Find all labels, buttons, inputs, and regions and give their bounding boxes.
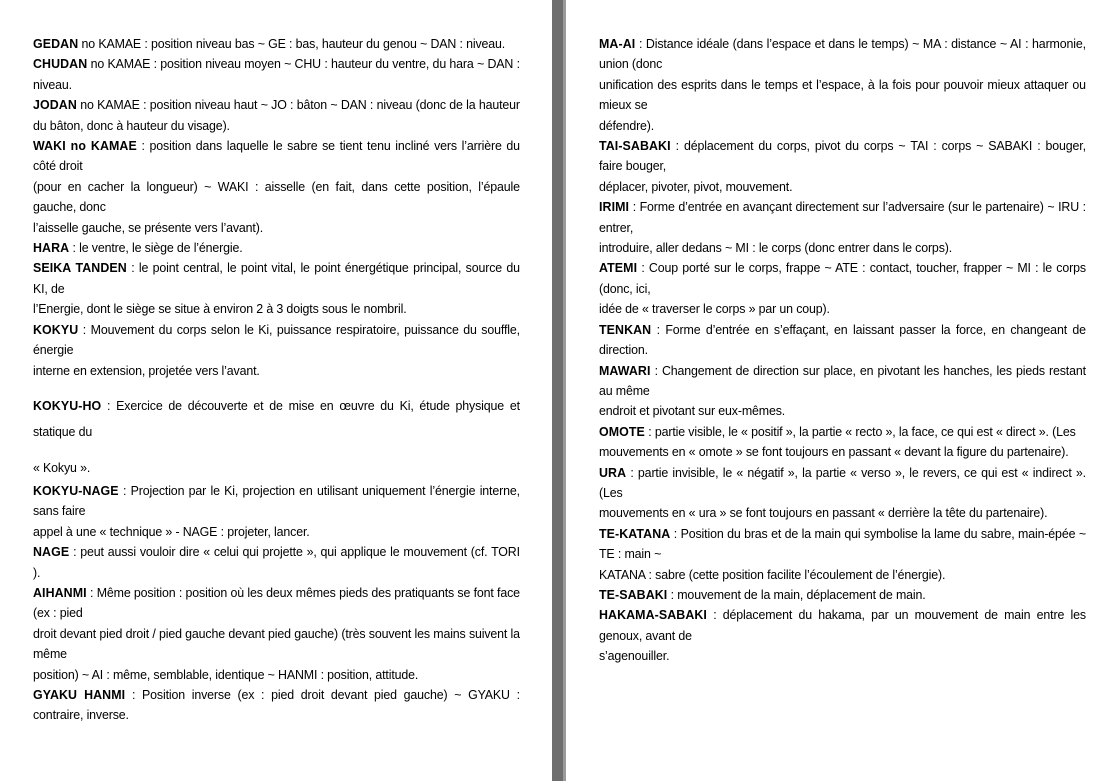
entry-text: interne en extension, projetée vers l’avant. [33,362,260,378]
entry-text: : partie invisible, le « négatif », la partie « verso », le revers, ce qui est « indirect ». (Les [599,464,1086,500]
entry-term: AIHANMI [33,584,87,600]
entry-term: CHUDAN [33,56,88,72]
glossary-entry-ura [599,463,1086,524]
entry-text: : Forme d’entrée en s’effaçant, en laissant passer la force, en changeant de direction. [599,321,1086,358]
glossary-entry-tai-sabaki [599,136,1086,197]
entry-term: KOKYU-HO [33,397,102,413]
glossary-entry-te-katana [599,524,1086,585]
entry-term: TE-KATANA [599,525,671,541]
glossary-entry-mawari [599,361,1086,422]
entry-text: l’Energie, dont le siège se situe à environ 2 à 3 doigts sous le nombril. [33,301,407,317]
glossary-entry-chudan [33,54,520,95]
entry-text: droit devant pied droit / pied gauche devant pied gauche) (très souvent les mains suivent la même [33,625,520,662]
entry-text: : Distance idéale (dans l’espace et dans le temps) ~ MA : distance ~ AI : harmonie, union (donc [599,36,1086,72]
entry-term: ATEMI [599,260,638,276]
entry-text: « Kokyu ». [33,459,91,475]
entry-text: déplacer, pivoter, pivot, mouvement. [599,178,793,194]
entry-text: unification des esprits dans le temps et l’espace, à la fois pour pouvoir mieux attaquer ou mieux se [599,76,1086,113]
entry-term: TE-SABAKI [599,586,668,602]
entry-text: : Coup porté sur le corps, frappe ~ ATE : contact, toucher, frapper ~ MI : le corps (donc, ici, [599,260,1086,296]
entry-term: TAI-SABAKI [599,138,671,154]
entry-text: idée de « traverser le corps » par un coup). [599,301,830,317]
entry-text: : Changement de direction sur place, en pivotant les hanches, les pieds restant au même [599,362,1086,398]
entry-text: position) ~ AI : même, semblable, identique ~ HANMI : position, attitude. [33,666,419,682]
entry-text: mouvements en « omote » se font toujours en passant « devant la figure du partenaire). [599,444,1069,460]
entry-text: no KAMAE : position niveau haut ~ JO : bâton ~ DAN : niveau (donc de la hauteur du bâton, donc à hauteur du visage). [33,97,520,133]
entry-term: URA [599,464,627,480]
entry-text: : partie visible, le « positif », la partie « recto », la face, ce qui est « direct ». (Les [644,423,1076,439]
glossary-entry-omote [599,422,1086,463]
entry-text: : Mouvement du corps selon le Ki, puissance respiratoire, puissance du souffle, énergie [33,321,520,358]
glossary-entry-tenkan [599,320,1086,361]
glossary-entry-atemi [599,258,1086,319]
glossary-entry-kokyu-quote [33,455,520,481]
entry-term: WAKI no KAMAE [33,138,137,154]
left-column [33,34,520,726]
entry-text: KATANA : sabre (cette position facilite l’écoulement de l’énergie). [599,566,946,582]
entry-term: NAGE [33,544,70,560]
entry-text: (pour en cacher la longueur) ~ WAKI : aisselle (en fait, dans cette position, l’épaule gauche, donc [33,178,520,215]
left-page [0,0,552,781]
entry-text: : déplacement du corps, pivot du corps ~ TAI : corps ~ SABAKI : bouger, faire bouger, [599,138,1086,174]
entry-text: introduire, aller dedans ~ MI : le corps (donc entrer dans le corps). [599,240,953,256]
glossary-entry-ma-ai [599,34,1086,136]
entry-text: : Position inverse (ex : pied droit devant pied gauche) ~ GYAKU : contraire, inverse. [33,686,520,723]
glossary-entry-seika-tanden [33,258,520,319]
entry-text: : Position du bras et de la main qui symbolise la lame du sabre, main-épée ~ TE : main ~ [599,525,1086,562]
entry-text: : position dans laquelle le sabre se tient tenu incliné vers l’arrière du côté droit [33,138,520,174]
glossary-entry-irimi [599,197,1086,258]
entry-text: : Projection par le Ki, projection en utilisant uniquement l’énergie interne, sans faire [33,482,520,519]
entry-term: KOKYU [33,321,79,337]
entry-term: TENKAN [599,321,652,337]
glossary-entry-jodan [33,95,520,136]
entry-text: appel à une « technique » - NAGE : projeter, lancer. [33,523,310,539]
entry-text: : le point central, le point vital, le point énergétique principal, source du KI, de [33,260,520,296]
entry-text: s’agenouiller. [599,648,670,664]
glossary-entry-aihanmi [33,583,520,685]
glossary-entry-nage [33,542,520,583]
glossary-entry-kokyu [33,320,520,381]
entry-text: no KAMAE : position niveau bas ~ GE : bas, hauteur du genou ~ DAN : niveau. [78,36,506,51]
entry-term: JODAN [33,97,77,113]
entry-text: : Même position : position où les deux mêmes pieds des pratiquants se font face (ex : pied [33,584,520,621]
entry-text: no KAMAE : position niveau moyen ~ CHU : hauteur du ventre, du hara ~ DAN : niveau. [33,56,520,92]
entry-term: KOKYU-NAGE [33,482,119,498]
glossary-entry-gyaku-hanmi [33,685,520,726]
glossary-entry-hara [33,238,520,258]
entry-term: SEIKA TANDEN [33,260,127,276]
entry-text: endroit et pivotant sur eux-mêmes. [599,403,786,419]
right-page [566,0,1118,781]
entry-text: mouvements en « ura » se font toujours en passant « derrière la tête du partenaire). [599,505,1048,521]
right-column [599,34,1086,667]
glossary-entry-kokyu-ho [33,393,520,445]
entry-term: GYAKU HANMI [33,686,126,702]
entry-text: défendre). [599,117,655,133]
entry-term: GEDAN [33,36,79,51]
entry-text: : déplacement du hakama, par un mouvement de main entre les genoux, avant de [599,607,1086,643]
glossary-entry-te-sabaki [599,585,1086,605]
glossary-entry-hakama-sabaki [599,605,1086,666]
entry-term: HARA [33,240,70,256]
entry-term: MA-AI [599,36,636,51]
entry-term: OMOTE [599,423,645,439]
entry-term: IRIMI [599,199,630,215]
entry-text: : Forme d’entrée en avançant directement sur l’adversaire (sur le partenaire) ~ IRU : entrer, [599,199,1086,235]
glossary-entry-gedan [33,34,520,54]
glossary-entry-kokyu-nage [33,481,520,542]
entry-text: l’aisselle gauche, se présente vers l’avant). [33,219,264,235]
glossary-entry-waki-no-kamae [33,136,520,238]
entry-term: HAKAMA-SABAKI [599,607,707,623]
entry-text: : le ventre, le siège de l’énergie. [69,240,243,256]
entry-term: MAWARI [599,362,651,378]
entry-text: : peut aussi vouloir dire « celui qui projette », qui applique le mouvement (cf. TORI ). [33,544,520,580]
entry-text: : mouvement de la main, déplacement de main. [667,586,926,602]
entry-text: : Exercice de découverte et de mise en œuvre du Ki, étude physique et statique du [33,397,520,439]
